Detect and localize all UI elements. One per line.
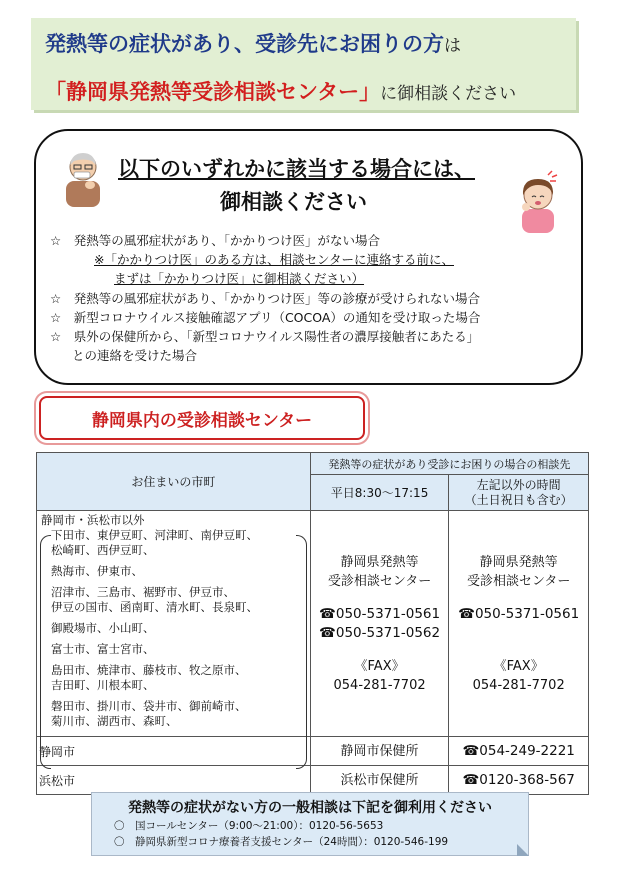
sick-girl-icon [514, 169, 562, 233]
condition-item-1-note-1: ※「かかりつけ医」のある方は、相談センターに連絡する前に、 [94, 252, 454, 268]
condition-item-1: ☆ 発熱等の風邪症状があり、「かかりつけ医」がない場合 [50, 233, 380, 248]
cities-heading: 静岡市・浜松市以外 [41, 513, 145, 527]
center-name: 静岡県発熱等 [479, 554, 558, 570]
conditions-list [50, 231, 575, 365]
shizuoka-center-name: 静岡市保健所 [310, 737, 449, 766]
weekday-phone-1: ☎050-5371-0561 [319, 605, 441, 622]
fax-label: 《FAX》 [354, 658, 405, 674]
conditions-title-1: 以下のいずれかに該当する場合には、 [118, 157, 475, 181]
consultation-table [36, 452, 589, 795]
header-banner [31, 18, 576, 110]
city-line: 島田市、焼津市、藤枝市、牧之原市、 [51, 663, 247, 677]
header-line-1: 発熱等の症状があり、受診先にお困りの方は [45, 32, 461, 56]
elderly-person-icon [62, 149, 104, 207]
city-line: 伊豆の国市、函南町、清水町、長泉町、 [51, 600, 258, 614]
shizuoka-phone-cell: ☎054-249-2221 [449, 737, 589, 766]
condition-item-3: ☆ 新型コロナウイルス接触確認アプリ（COCOA）の通知を受け取った場合 [50, 309, 481, 325]
city-line: 富士市、富士宮市、 [51, 642, 155, 656]
city-column-header: お住まいの市町 [37, 453, 311, 511]
city-line: 御殿場市、小山町、 [51, 621, 155, 635]
hamamatsu-city-cell: 浜松市 [37, 766, 311, 795]
city-line: 磐田市、掛川市、袋井市、御前崎市、 [51, 699, 247, 713]
condition-item-4: ☆ 県外の保健所から、「新型コロナウイルス陽性者の濃厚接触者にあたる」 [50, 329, 480, 345]
other-hours-column-header: 左記以外の時間 （土日祝日も含む） [449, 475, 589, 511]
general-consultation-note [91, 792, 529, 856]
fax-label: 《FAX》 [493, 658, 544, 674]
header-line-2: 「静岡県発熱等受診相談センター」に御相談ください [45, 80, 517, 104]
other-hours-center-cell: 静岡県発熱等 受診相談センター ☎050-5371-0561 《FAX》 054-281-7702 [449, 511, 589, 737]
cities-list [37, 511, 310, 731]
section-title: 静岡県内の受診相談センター [39, 396, 365, 440]
center-name: 静岡県発熱等 [340, 554, 419, 570]
phone-icon: ☎ [319, 624, 336, 641]
weekday-center-cell: 静岡県発熱等 受診相談センター ☎050-5371-0561 ☎050-5371-0562 《FAX》 054-281-7702 [310, 511, 449, 737]
cities-cell [37, 511, 311, 737]
phone-icon: ☎ [462, 771, 480, 788]
conditions-box [34, 129, 583, 385]
city-line: 菊川市、湖西市、森町、 [51, 714, 178, 728]
prefecture-support-center: 〇 静岡県新型コロナ療養者支援センター（24時間）：0120-546-199 [114, 836, 449, 848]
shizuoka-city-cell: 静岡市 [37, 737, 311, 766]
left-bracket [40, 535, 51, 769]
condition-item-4-continued: との連絡を受けた場合 [72, 348, 198, 364]
phone-icon: ☎ [319, 605, 336, 622]
other-phone: ☎050-5371-0561 [458, 605, 580, 622]
right-bracket [296, 535, 307, 769]
hamamatsu-center-name: 浜松市保健所 [310, 766, 449, 795]
city-line: 下田市、東伊豆町、河津町、南伊豆町、 [51, 528, 258, 542]
city-line: 松崎町、西伊豆町、 [51, 543, 155, 557]
conditions-title-2: 御相談ください [220, 190, 367, 214]
national-call-center: 〇 国コールセンター（9:00～21:00）：0120-56-5653 [114, 820, 384, 832]
phone-icon: ☎ [458, 605, 475, 622]
phone-icon: ☎ [462, 742, 480, 759]
consult-group-header: 発熱等の症状があり受診にお困りの場合の相談先 [310, 453, 588, 475]
page-fold-decoration [517, 844, 529, 856]
general-consultation-title: 発熱等の症状がない方の一般相談は下記を御利用ください [128, 800, 492, 816]
condition-item-2: ☆ 発熱等の風邪症状があり、「かかりつけ医」等の診療が受けられない場合 [50, 290, 480, 306]
city-line: 吉田町、川根本町、 [51, 678, 155, 692]
city-line: 熱海市、伊東市、 [51, 564, 143, 578]
city-line: 沼津市、三島市、裾野市、伊豆市、 [51, 585, 235, 599]
weekday-phone-2: ☎050-5371-0562 [319, 624, 441, 641]
fax-number: 054-281-7702 [472, 677, 565, 693]
condition-item-1-note-2: まずは「かかりつけ医」に御相談ください） [114, 271, 365, 287]
weekday-column-header: 平日8:30～17:15 [310, 475, 449, 511]
hamamatsu-phone-cell: ☎0120-368-567 [449, 766, 589, 795]
fax-number: 054-281-7702 [333, 677, 426, 693]
